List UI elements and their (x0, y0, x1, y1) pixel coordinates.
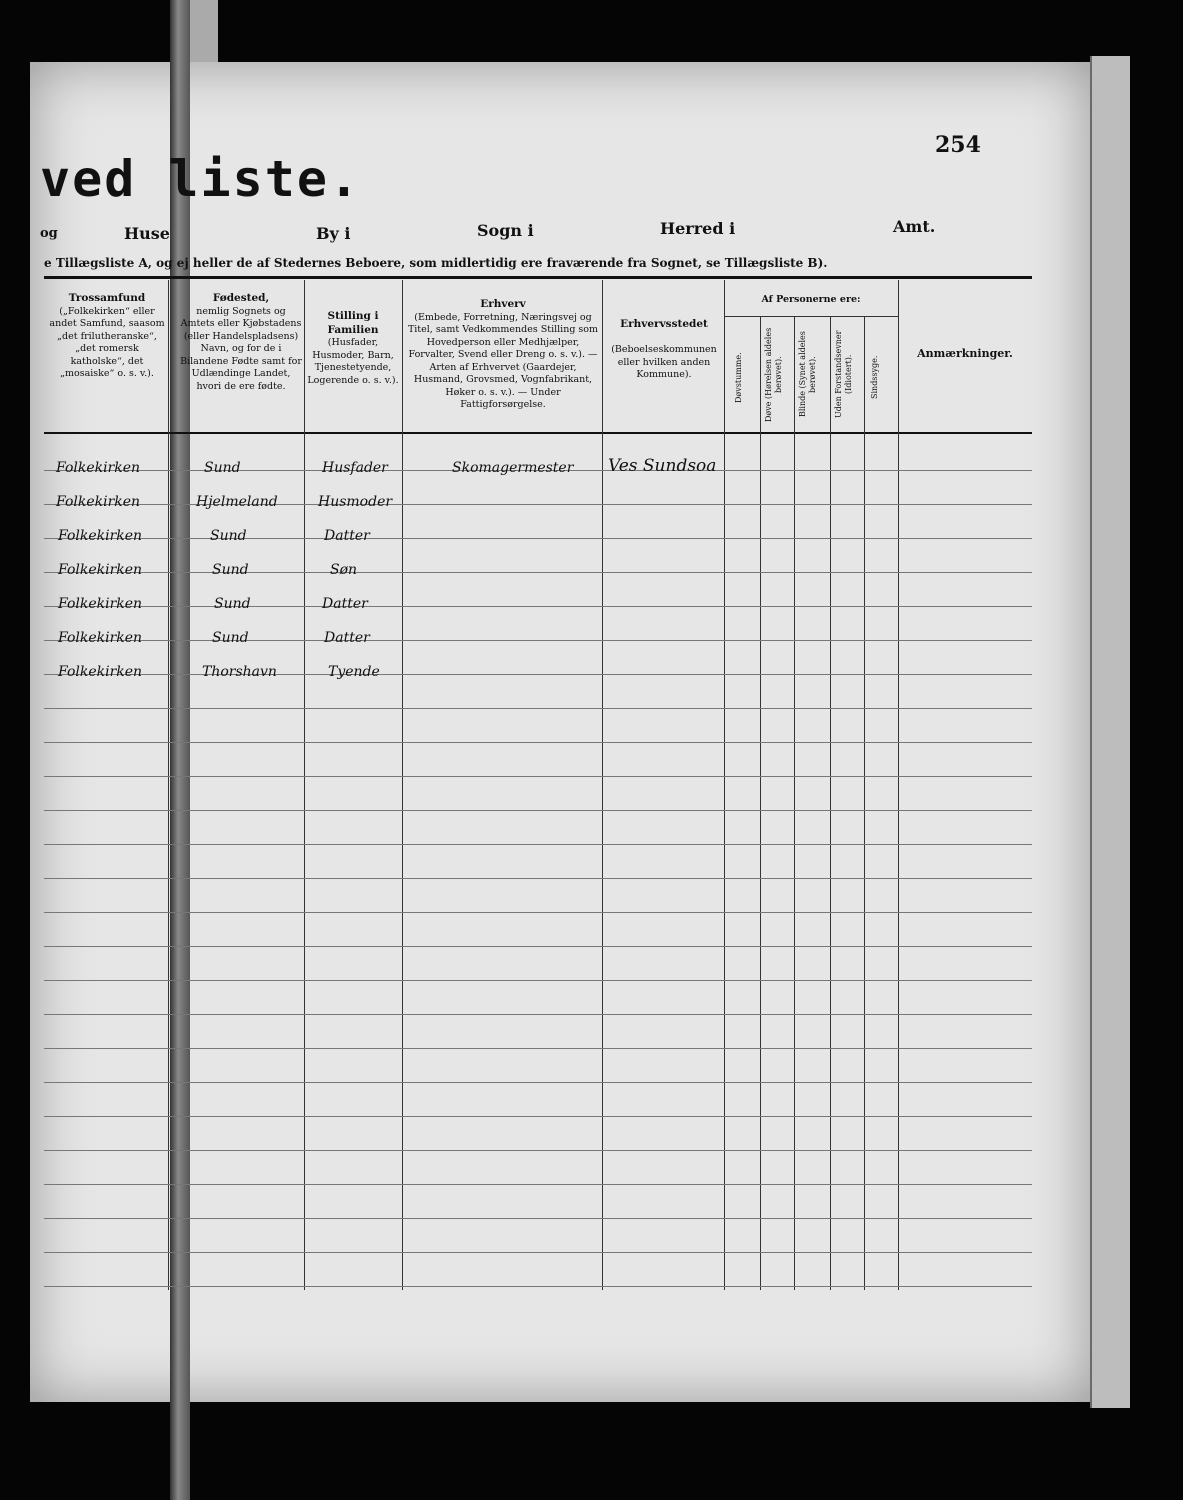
book-spine (170, 0, 190, 1500)
cell-erhvervsstedet: Ves Sundsoa (608, 456, 717, 476)
cell-fodested: Sund (204, 460, 241, 476)
row-rule (44, 810, 1032, 811)
row-rule (44, 538, 1032, 539)
cell-erhverv: Skomagermester (452, 460, 574, 476)
header-trossamfund-title: Trossamfund (68, 292, 146, 304)
page-edge (1090, 56, 1130, 1408)
header-erhvervsstedet (606, 318, 722, 382)
cell-trossamfund: Folkekirken (58, 630, 143, 646)
column-divider (864, 316, 865, 1290)
header-fodested-desc: nemlig Sognets og Amtets eller Kjøbstadens (eller Handelspladsens) Navn, og for de i Bilandene Fødte samt for Udlændinge Landet, hvori de ere fødte. (180, 305, 302, 392)
header-erhverv (406, 298, 600, 412)
header-stilling (306, 310, 400, 387)
header-fodested (180, 292, 302, 393)
header-sogn: Sogn i (477, 221, 534, 240)
header-anmaerkninger: Anmærkninger. (917, 347, 1013, 360)
header-stilling-desc: (Husfader, Husmoder, Barn, Tjenestetyende, Logerende o. s. v.). (307, 337, 399, 386)
column-divider (830, 316, 831, 1290)
page-title: ved liste. (40, 150, 362, 208)
cell-stilling: Husmoder (318, 494, 393, 510)
header-amt: Amt. (893, 217, 936, 236)
row-rule (44, 1218, 1032, 1219)
column-divider (898, 280, 899, 1290)
cell-fodested: Sund (210, 528, 247, 544)
cell-fodested: Hjelmeland (196, 494, 278, 510)
row-rule (44, 1014, 1032, 1015)
header-og: og (40, 226, 58, 241)
column-divider (760, 316, 761, 1290)
cell-trossamfund: Folkekirken (56, 460, 141, 476)
row-rule (44, 1116, 1032, 1117)
row-rule (44, 708, 1032, 709)
row-rule (44, 1184, 1032, 1185)
header-erhverv-title: Erhverv (480, 298, 526, 310)
cell-stilling: Tyende (328, 664, 380, 680)
subheader-rule (724, 316, 898, 317)
header-blinde: Blinde (Synet aldeles berøvet). (798, 331, 817, 418)
header-herred: Herred i (660, 219, 736, 238)
row-rule (44, 1150, 1032, 1151)
row-rule (44, 674, 1032, 675)
row-rule (44, 1048, 1032, 1049)
header-af-personerne: Af Personerne ere: (761, 294, 861, 305)
cell-stilling: Datter (324, 630, 370, 646)
row-rule (44, 844, 1032, 845)
column-divider (724, 280, 725, 1290)
row-rule (44, 776, 1032, 777)
header-fodested-title: Fødested, (212, 292, 270, 304)
header-trossamfund (48, 292, 166, 381)
row-rule (44, 980, 1032, 981)
row-rule (44, 1286, 1032, 1287)
row-rule (44, 946, 1032, 947)
header-trossamfund-desc: („Folkekirken“ eller andet Samfund, saasom „det frilutheranske“, „det romersk katholske“, det „mosaiske“ o. s. v.). (49, 305, 165, 379)
row-rule (44, 742, 1032, 743)
cell-trossamfund: Folkekirken (58, 664, 143, 680)
header-by: By i (316, 224, 351, 243)
cell-trossamfund: Folkekirken (58, 596, 143, 612)
header-erhverv-desc: (Embede, Forretning, Næringsvej og Titel, samt Vedkommendes Stilling som Hovedperson eller Medhjælper, Forvalter, Svend eller Dreng o. s. v.). — Arten af Erhvervet (Gaardejer, Husmand, Grovsmed, Vognfabrikant, Høker o. s. v.). — Under Fattigforsørgelse. (407, 311, 599, 410)
cell-fodested: Thorshavn (202, 664, 277, 680)
cell-trossamfund: Folkekirken (56, 494, 141, 510)
row-rule (44, 606, 1032, 607)
cell-trossamfund: Folkekirken (58, 562, 143, 578)
row-rule (44, 572, 1032, 573)
row-rule (44, 1252, 1032, 1253)
row-rule (44, 640, 1032, 641)
header-stilling-title: Stilling i Familien (327, 310, 379, 336)
cell-stilling: Datter (324, 528, 370, 544)
header-erhvervsstedet-title: Erhvervsstedet (620, 318, 708, 330)
cell-stilling: Datter (322, 596, 368, 612)
cell-fodested: Sund (214, 596, 251, 612)
column-divider (402, 280, 403, 1290)
header-dove: Døve (Hørelsen aldeles berøvet). (764, 327, 783, 422)
header-uden-forstandsevner: Uden Forstandsevner (Idiotert). (834, 330, 853, 419)
row-rule (44, 912, 1032, 913)
page-number: 254 (935, 132, 981, 158)
column-divider (794, 316, 795, 1290)
column-divider (168, 280, 169, 1290)
row-rule (44, 1082, 1032, 1083)
header-dovstumme: Døvstumme. (734, 352, 743, 403)
cell-stilling: Søn (330, 562, 358, 578)
column-divider (304, 280, 305, 1290)
header-sindssyge: Sindssyge. (870, 355, 879, 400)
header-erhvervsstedet-desc: (Beboelseskommunen eller hvilken anden Kommune). (611, 344, 717, 380)
cell-stilling: Husfader (322, 460, 388, 476)
cell-fodested: Sund (212, 630, 249, 646)
row-rule (44, 878, 1032, 879)
subheading: e Tillægsliste A, og ej heller de af Stedernes Beboere, som midlertidig ere fraværende fra Sognet, se Tillægsliste B). (44, 256, 828, 270)
cell-trossamfund: Folkekirken (58, 528, 143, 544)
column-divider (602, 280, 603, 1290)
top-rule (44, 276, 1032, 279)
cell-fodested: Sund (212, 562, 249, 578)
row-rule (44, 504, 1032, 505)
header-bottom-rule (44, 432, 1032, 434)
header-huse: Huse (124, 224, 170, 243)
